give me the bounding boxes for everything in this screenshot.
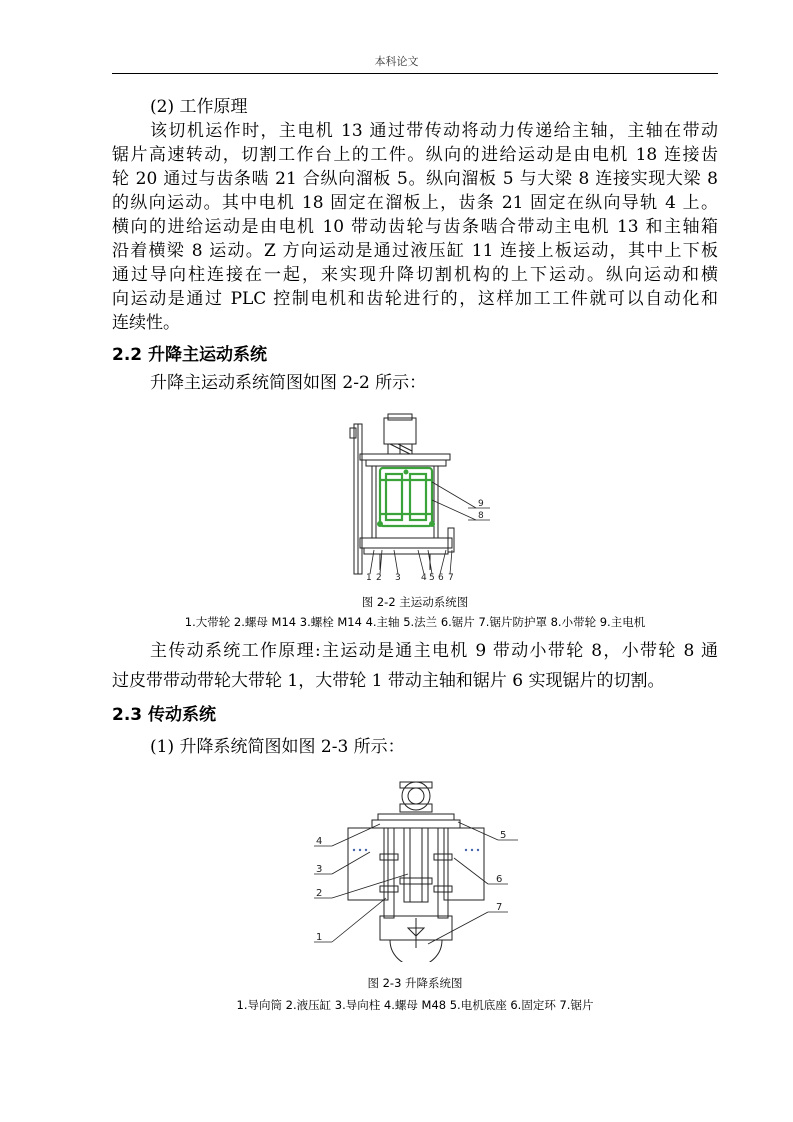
label-5: 5	[429, 573, 435, 582]
figure-intro: (1) 升降系统简图如图 2-3 所示：	[150, 737, 405, 757]
label-7: 7	[448, 573, 454, 582]
label-4: 4	[421, 573, 427, 582]
paragraph-line: 轮 20 通过与齿条啮 21 合纵向溜板 5。纵向溜板 5 与大梁 8 连接实现大梁 8	[112, 169, 718, 189]
label-9: 9	[478, 499, 484, 509]
paragraph-line: 该切机运作时，主电机 13 通过带传动将动力传递给主轴，主轴在带动	[150, 121, 718, 141]
figure-2-3-caption: 图 2-3 升降系统图	[367, 976, 463, 990]
label-6: 6	[438, 573, 444, 582]
label-3: 3	[316, 864, 323, 875]
paragraph-line: 过皮带带动带轮大带轮 1，大带轮 1 带动主轴和锯片 6 实现锯片的切割。	[112, 671, 665, 691]
label-1: 1	[366, 573, 372, 582]
paragraph-line: 主传动系统工作原理:主运动是通主电机 9 带动小带轮 8，小带轮 8 通	[150, 641, 718, 661]
figure-intro: 升降主运动系统简图如图 2-2 所示：	[150, 373, 427, 393]
label-5: 5	[500, 830, 507, 841]
label-2: 2	[376, 573, 382, 582]
figure-2-3-lifting-system-diagram	[308, 778, 524, 962]
header-rule	[112, 73, 718, 74]
page-header: 本科论文	[374, 55, 419, 68]
label-1: 1	[316, 932, 323, 943]
label-2: 2	[316, 888, 323, 899]
label-6: 6	[496, 874, 503, 885]
paragraph-line: 通过导向柱连接在一起，来实现升降切割机构的上下运动。纵向运动和横	[112, 265, 718, 285]
section-heading-2-3: 2.3 传动系统	[112, 705, 217, 725]
paragraph-line: 横向的进给运动是由电机 10 带动齿轮与齿条啮合带动主电机 13 和主轴箱	[112, 217, 718, 237]
label-3: 3	[395, 573, 401, 582]
paragraph-line: 向运动是通过 PLC 控制电机和齿轮进行的，这样加工工件就可以自动化和	[112, 289, 718, 309]
figure-2-2-legend: 1.大带轮 2.螺母 M14 3.螺栓 M14 4.主轴 5.法兰 6.锯片 7.锯片防护罩 8.小带轮 9.主电机	[184, 615, 646, 629]
label-4: 4	[316, 836, 323, 847]
paragraph-line: 的纵向运动。其中电机 18 固定在溜板上，齿条 21 固定在纵向导轨 4 上。	[112, 193, 718, 213]
figure-2-2-caption: 图 2-2 主运动系统图	[361, 595, 469, 609]
section-work-heading: (2) 工作原理	[150, 97, 248, 117]
label-7: 7	[496, 902, 503, 913]
figure-2-3-legend: 1.导向筒 2.液压缸 3.导向柱 4.螺母 M48 5.电机底座 6.固定环 7.锯片	[236, 998, 594, 1012]
section-heading-2-2: 2.2 升降主运动系统	[112, 345, 268, 365]
paragraph-line: 连续性。	[112, 313, 180, 333]
label-8: 8	[478, 511, 484, 521]
paragraph-line: 沿着横梁 8 运动。Z 方向运动是通过液压缸 11 连接上板运动，其中上下板	[112, 241, 718, 261]
paragraph-line: 锯片高速转动，切割工作台上的工件。纵向的进给运动是由电机 18 连接齿	[112, 145, 718, 165]
figure-2-2-main-motion-diagram	[340, 410, 500, 582]
